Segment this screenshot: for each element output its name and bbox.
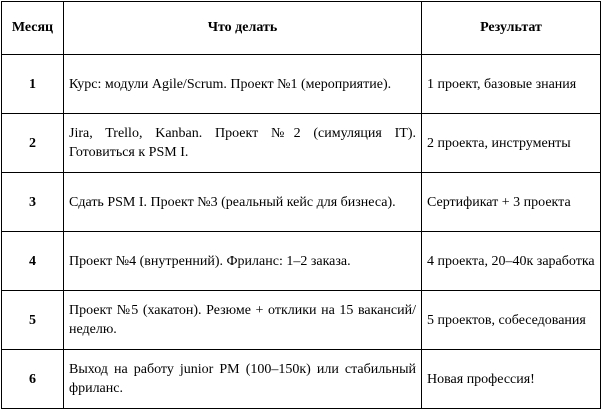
- result-cell: 5 проектов, собеседования: [422, 291, 601, 350]
- result-cell: 4 проекта, 20–40к заработка: [422, 232, 601, 291]
- header-result: Результат: [422, 2, 601, 55]
- todo-cell: Выход на работу junior PM (100–150к) или стабильный фриланс.: [64, 350, 422, 409]
- todo-cell: Проект №5 (хакатон). Резюме + отклики на 15 вакансий/неделю.: [64, 291, 422, 350]
- month-cell: 6: [2, 350, 64, 409]
- table-row: [2, 55, 601, 114]
- todo-cell: Курс: модули Agile/Scrum. Проект №1 (мероприятие).: [64, 55, 422, 114]
- month-cell: 1: [2, 55, 64, 114]
- month-cell: 2: [2, 114, 64, 173]
- month-cell: 5: [2, 291, 64, 350]
- table-row: [2, 291, 601, 350]
- result-cell: 2 проекта, инструменты: [422, 114, 601, 173]
- header-todo: Что делать: [64, 2, 422, 55]
- header-month: Месяц: [2, 2, 64, 55]
- result-cell: Сертификат + 3 проекта: [422, 173, 601, 232]
- table-body: [2, 55, 601, 409]
- plan-table: [1, 1, 601, 409]
- month-cell: 4: [2, 232, 64, 291]
- table-row: [2, 114, 601, 173]
- month-cell: 3: [2, 173, 64, 232]
- table-row: [2, 173, 601, 232]
- todo-cell: Jira, Trello, Kanban. Проект №2 (симуляция IT). Готовиться к PSM I.: [64, 114, 422, 173]
- todo-cell: Проект №4 (внутренний). Фриланс: 1–2 заказа.: [64, 232, 422, 291]
- todo-cell: Сдать PSM I. Проект №3 (реальный кейс для бизнеса).: [64, 173, 422, 232]
- table-row: [2, 232, 601, 291]
- table-header: [2, 2, 601, 55]
- result-cell: 1 проект, базовые знания: [422, 55, 601, 114]
- result-cell: Новая профессия!: [422, 350, 601, 409]
- header-row: [2, 2, 601, 55]
